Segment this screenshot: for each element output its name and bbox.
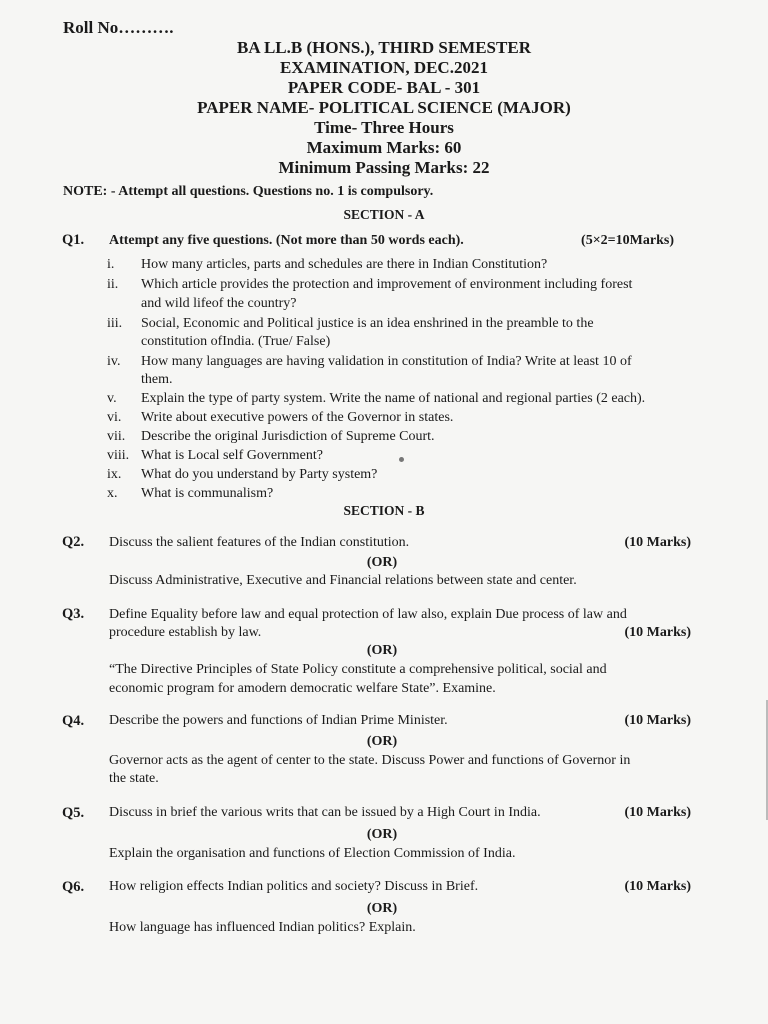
note: NOTE: - Attempt all questions. Questions no. 1 is compulsory. — [63, 184, 434, 199]
q3-number: Q3. — [62, 606, 85, 622]
q1-item-number: viii. — [107, 448, 130, 463]
q2-alt-text: Discuss Administrative, Executive and Financial relations between state and center. — [109, 573, 577, 588]
q4-alt-text: Governor acts as the agent of center to the state. Discuss Power and functions of Governor in — [109, 753, 631, 768]
q1-instruction: Attempt any five questions. (Not more than 50 words each). — [109, 233, 464, 248]
q3-alt-text: “The Directive Principles of State Policy constitute a comprehensive political, social and — [109, 662, 607, 677]
header-paper-code: PAPER CODE- BAL - 301 — [287, 78, 481, 97]
q1-item-text: Write about executive powers of the Governor in states. — [141, 410, 454, 425]
q1-item-text: Describe the original Jurisdiction of Supreme Court. — [141, 429, 435, 444]
q1-item-text-cont: and wild lifeof the country? — [141, 296, 297, 311]
or-label: (OR) — [366, 901, 398, 916]
q5-alt-text: Explain the organisation and functions of Election Commission of India. — [109, 846, 516, 861]
q3-alt-text-cont: economic program for amodern democratic welfare State”. Examine. — [109, 681, 496, 696]
q1-item-text: Which article provides the protection and improvement of environment including forest — [141, 277, 633, 292]
header-time: Time- Three Hours — [314, 118, 454, 137]
section-a-heading: SECTION - A — [343, 207, 425, 222]
q1-number: Q1. — [62, 232, 85, 248]
q1-marks: (5×2=10Marks) — [581, 233, 674, 248]
header-min-marks: Minimum Passing Marks: 22 — [278, 158, 490, 177]
q1-item-text: What do you understand by Party system? — [141, 467, 378, 482]
q1-item-number: iv. — [107, 354, 121, 369]
q3-text: Define Equality before law and equal protection of law also, explain Due process of law and — [109, 607, 627, 622]
q1-item-number: ix. — [107, 467, 122, 482]
q1-item-text: How many articles, parts and schedules are there in Indian Constitution? — [141, 257, 548, 272]
q1-item-number: v. — [107, 391, 117, 406]
q2-text: Discuss the salient features of the Indian constitution. — [109, 535, 410, 550]
q1-item-text: What is communalism? — [141, 486, 274, 501]
q1-item-number: vi. — [107, 410, 122, 425]
q3-text-cont: procedure establish by law. — [109, 625, 262, 640]
header-max-marks: Maximum Marks: 60 — [306, 138, 462, 157]
q6-text: How religion effects Indian politics and society? Discuss in Brief. — [109, 879, 479, 894]
ink-speck — [399, 457, 404, 462]
q5-marks: (10 Marks) — [624, 805, 691, 820]
q1-item-number: i. — [107, 257, 115, 272]
q1-item-text: Social, Economic and Political justice is an idea enshrined in the preamble to the — [141, 316, 594, 331]
q1-item-number: ii. — [107, 277, 119, 292]
or-label: (OR) — [366, 643, 398, 658]
roll-number: Roll No………. — [63, 18, 174, 37]
q1-item-number: iii. — [107, 316, 123, 331]
q1-item-text-cont: them. — [141, 372, 173, 387]
q3-marks: (10 Marks) — [624, 625, 691, 640]
q1-item-number: x. — [107, 486, 118, 501]
q2-number: Q2. — [62, 534, 85, 550]
q1-item-text: How many languages are having validation in constitution of India? Write at least 10 of — [141, 354, 632, 369]
or-label: (OR) — [366, 555, 398, 570]
header-program: BA LL.B (HONS.), THIRD SEMESTER — [237, 38, 531, 57]
q5-text: Discuss in brief the various writs that can be issued by a High Court in India. — [109, 805, 541, 820]
q4-alt-text-cont: the state. — [109, 771, 159, 786]
q4-number: Q4. — [62, 713, 85, 729]
q6-number: Q6. — [62, 879, 85, 895]
q1-item-number: vii. — [107, 429, 126, 444]
q1-item-text-cont: constitution ofIndia. (True/ False) — [141, 334, 331, 349]
q2-marks: (10 Marks) — [624, 535, 691, 550]
header-paper-name: PAPER NAME- POLITICAL SCIENCE (MAJOR) — [197, 98, 571, 117]
or-label: (OR) — [366, 827, 398, 842]
header-exam: EXAMINATION, DEC.2021 — [280, 58, 488, 77]
q1-item-text: What is Local self Government? — [141, 448, 323, 463]
q6-marks: (10 Marks) — [624, 879, 691, 894]
q6-alt-text: How language has influenced Indian politics? Explain. — [109, 920, 416, 935]
or-label: (OR) — [366, 734, 398, 749]
q4-text: Describe the powers and functions of Indian Prime Minister. — [109, 713, 448, 728]
section-b-heading: SECTION - B — [343, 503, 425, 518]
q5-number: Q5. — [62, 805, 85, 821]
q1-item-text: Explain the type of party system. Write the name of national and regional parties (2 each). — [141, 391, 646, 406]
q4-marks: (10 Marks) — [624, 713, 691, 728]
